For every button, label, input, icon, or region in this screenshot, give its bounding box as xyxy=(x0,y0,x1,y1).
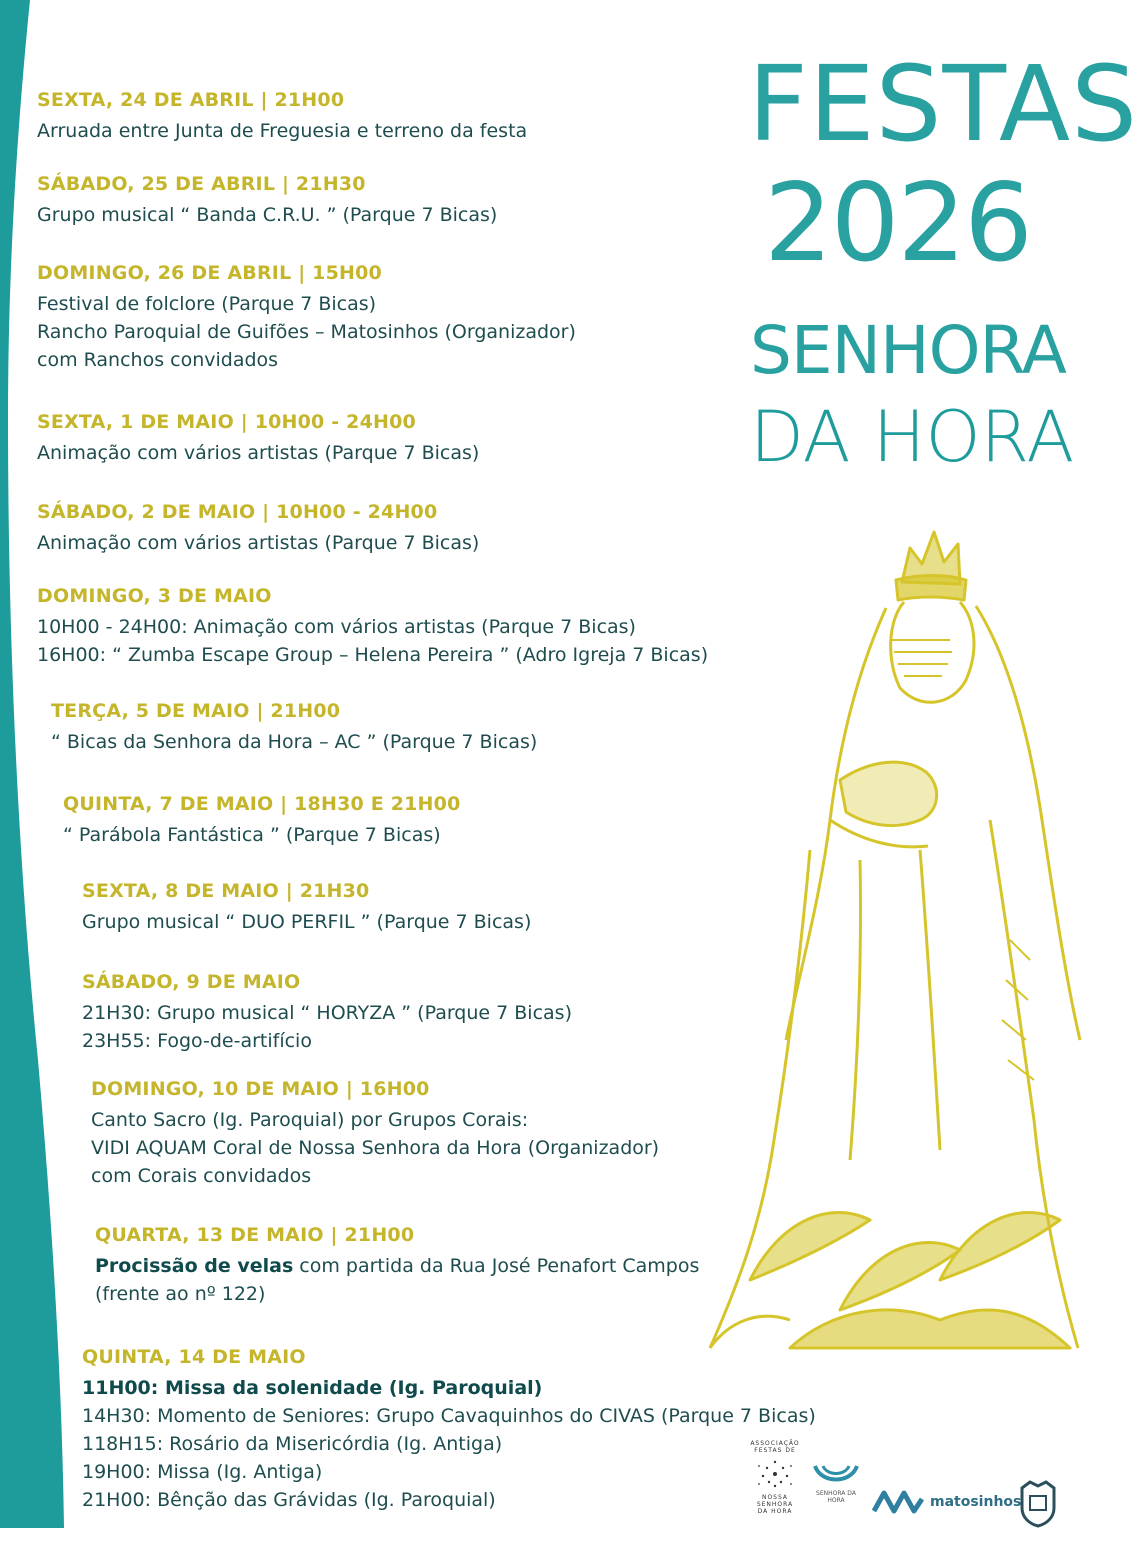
matosinhos-text: matosinhos xyxy=(930,1494,1022,1510)
event-date: QUINTA, 14 DE MAIO xyxy=(82,1346,306,1368)
dotted-burst-icon xyxy=(753,1456,797,1492)
event-date: SÁBADO, 25 DE ABRIL | 21H30 xyxy=(37,173,366,195)
assoc-text: ASSOCIAÇÃO xyxy=(750,1440,800,1447)
event-line: Animação com vários artistas (Parque 7 Bicas) xyxy=(37,532,480,554)
event-line: 21H30: Grupo musical “ HORYZA ” (Parque 7 Bicas) xyxy=(82,1002,572,1024)
event-line: Grupo musical “ Banda C.R.U. ” (Parque 7 Bicas) xyxy=(37,204,498,226)
event-line: Canto Sacro (Ig. Paroquial) por Grupos Corais: xyxy=(91,1109,529,1131)
senhora-da-hora-logo xyxy=(808,1462,864,1542)
event-domingo-10-maio xyxy=(91,1075,659,1190)
event-date: DOMINGO, 26 DE ABRIL | 15H00 xyxy=(37,262,382,284)
event-line: Rancho Paroquial de Guifões – Matosinhos (Organizador) xyxy=(37,321,576,343)
event-line: 10H00 - 24H00: Animação com vários artistas (Parque 7 Bicas) xyxy=(37,616,636,638)
event-sexta-8-maio xyxy=(82,877,531,936)
event-date: DOMINGO, 10 DE MAIO | 16H00 xyxy=(91,1078,430,1100)
event-sexta-24-abril xyxy=(37,86,527,145)
municipal-crest-icon xyxy=(1016,1464,1060,1544)
event-line: com Ranchos convidados xyxy=(37,349,279,371)
event-date: QUINTA, 7 DE MAIO | 18H30 E 21H00 xyxy=(63,793,461,815)
event-line: 21H00: Bênção das Grávidas (Ig. Paroquial) xyxy=(82,1489,496,1511)
assoc-text: FESTAS DE xyxy=(754,1447,796,1454)
teal-wave-decoration xyxy=(0,0,80,1528)
event-lead-rest: com partida da Rua José Penafort Campos xyxy=(293,1255,700,1277)
matosinhos-m-icon xyxy=(872,1486,924,1516)
event-line: 16H00: “ Zumba Escape Group – Helena Pereira ” (Adro Igreja 7 Bicas) xyxy=(37,644,709,666)
assoc-text: DA HORA xyxy=(757,1508,793,1515)
arch-emblem-icon xyxy=(811,1462,861,1488)
event-line: VIDI AQUAM Coral de Nossa Senhora da Hora (Organizador) xyxy=(91,1137,660,1159)
event-line: Grupo musical “ DUO PERFIL ” (Parque 7 Bicas) xyxy=(82,911,532,933)
event-line xyxy=(95,1252,699,1280)
event-quinta-14-maio xyxy=(82,1343,816,1514)
event-line: 23H55: Fogo-de-artifício xyxy=(82,1030,312,1052)
event-line: “ Parábola Fantástica ” (Parque 7 Bicas) xyxy=(63,824,441,846)
event-line: “ Bicas da Senhora da Hora – AC ” (Parque 7 Bicas) xyxy=(51,731,538,753)
event-date: DOMINGO, 3 DE MAIO xyxy=(37,585,272,607)
event-line: (frente ao nº 122) xyxy=(95,1283,266,1305)
event-sabado-25-abril xyxy=(37,170,497,229)
event-line: com Corais convidados xyxy=(91,1165,312,1187)
event-bold-line: 11H00: Missa da solenidade (Ig. Paroquial) xyxy=(82,1377,543,1399)
event-line: 14H30: Momento de Seniores: Grupo Cavaquinhos do CIVAS (Parque 7 Bicas) xyxy=(82,1405,816,1427)
assoc-text: SENHORA xyxy=(756,1501,794,1508)
title-senhora: SENHORA xyxy=(750,312,1066,389)
event-sabado-2-maio xyxy=(37,498,479,557)
event-date: SEXTA, 1 DE MAIO | 10H00 - 24H00 xyxy=(37,411,416,433)
event-quarta-13-maio xyxy=(95,1221,699,1308)
event-sabado-9-maio xyxy=(82,968,572,1055)
event-date: SÁBADO, 9 DE MAIO xyxy=(82,971,301,993)
event-domingo-3-maio xyxy=(37,582,708,669)
event-date: QUARTA, 13 DE MAIO | 21H00 xyxy=(95,1224,415,1246)
event-domingo-26-abril xyxy=(37,259,576,374)
event-line: 19H00: Missa (Ig. Antiga) xyxy=(82,1461,323,1483)
event-date: SÁBADO, 2 DE MAIO | 10H00 - 24H00 xyxy=(37,501,438,523)
event-date: TERÇA, 5 DE MAIO | 21H00 xyxy=(51,700,341,722)
event-bold-lead: Procissão de velas xyxy=(95,1255,294,1277)
title-da-hora: DA HORA xyxy=(750,396,1075,478)
association-logo xyxy=(748,1440,802,1520)
event-line: 118H15: Rosário da Misericórdia (Ig. Antiga) xyxy=(82,1433,503,1455)
title-festas: FESTAS xyxy=(748,43,1138,165)
shn-text: SENHORA DA HORA xyxy=(816,1490,856,1504)
event-line: Festival de folclore (Parque 7 Bicas) xyxy=(37,293,377,315)
madonna-illustration xyxy=(690,520,1080,1350)
event-date: SEXTA, 8 DE MAIO | 21H30 xyxy=(82,880,370,902)
event-line: Animação com vários artistas (Parque 7 Bicas) xyxy=(37,442,480,464)
event-terca-5-maio xyxy=(51,697,537,756)
event-sexta-1-maio xyxy=(37,408,479,467)
assoc-text: NOSSA xyxy=(761,1494,789,1501)
event-line: Arruada entre Junta de Freguesia e terreno da festa xyxy=(37,120,528,142)
event-quinta-7-maio xyxy=(63,790,461,849)
title-year: 2026 xyxy=(764,161,1031,286)
event-date: SEXTA, 24 DE ABRIL | 21H00 xyxy=(37,89,345,111)
